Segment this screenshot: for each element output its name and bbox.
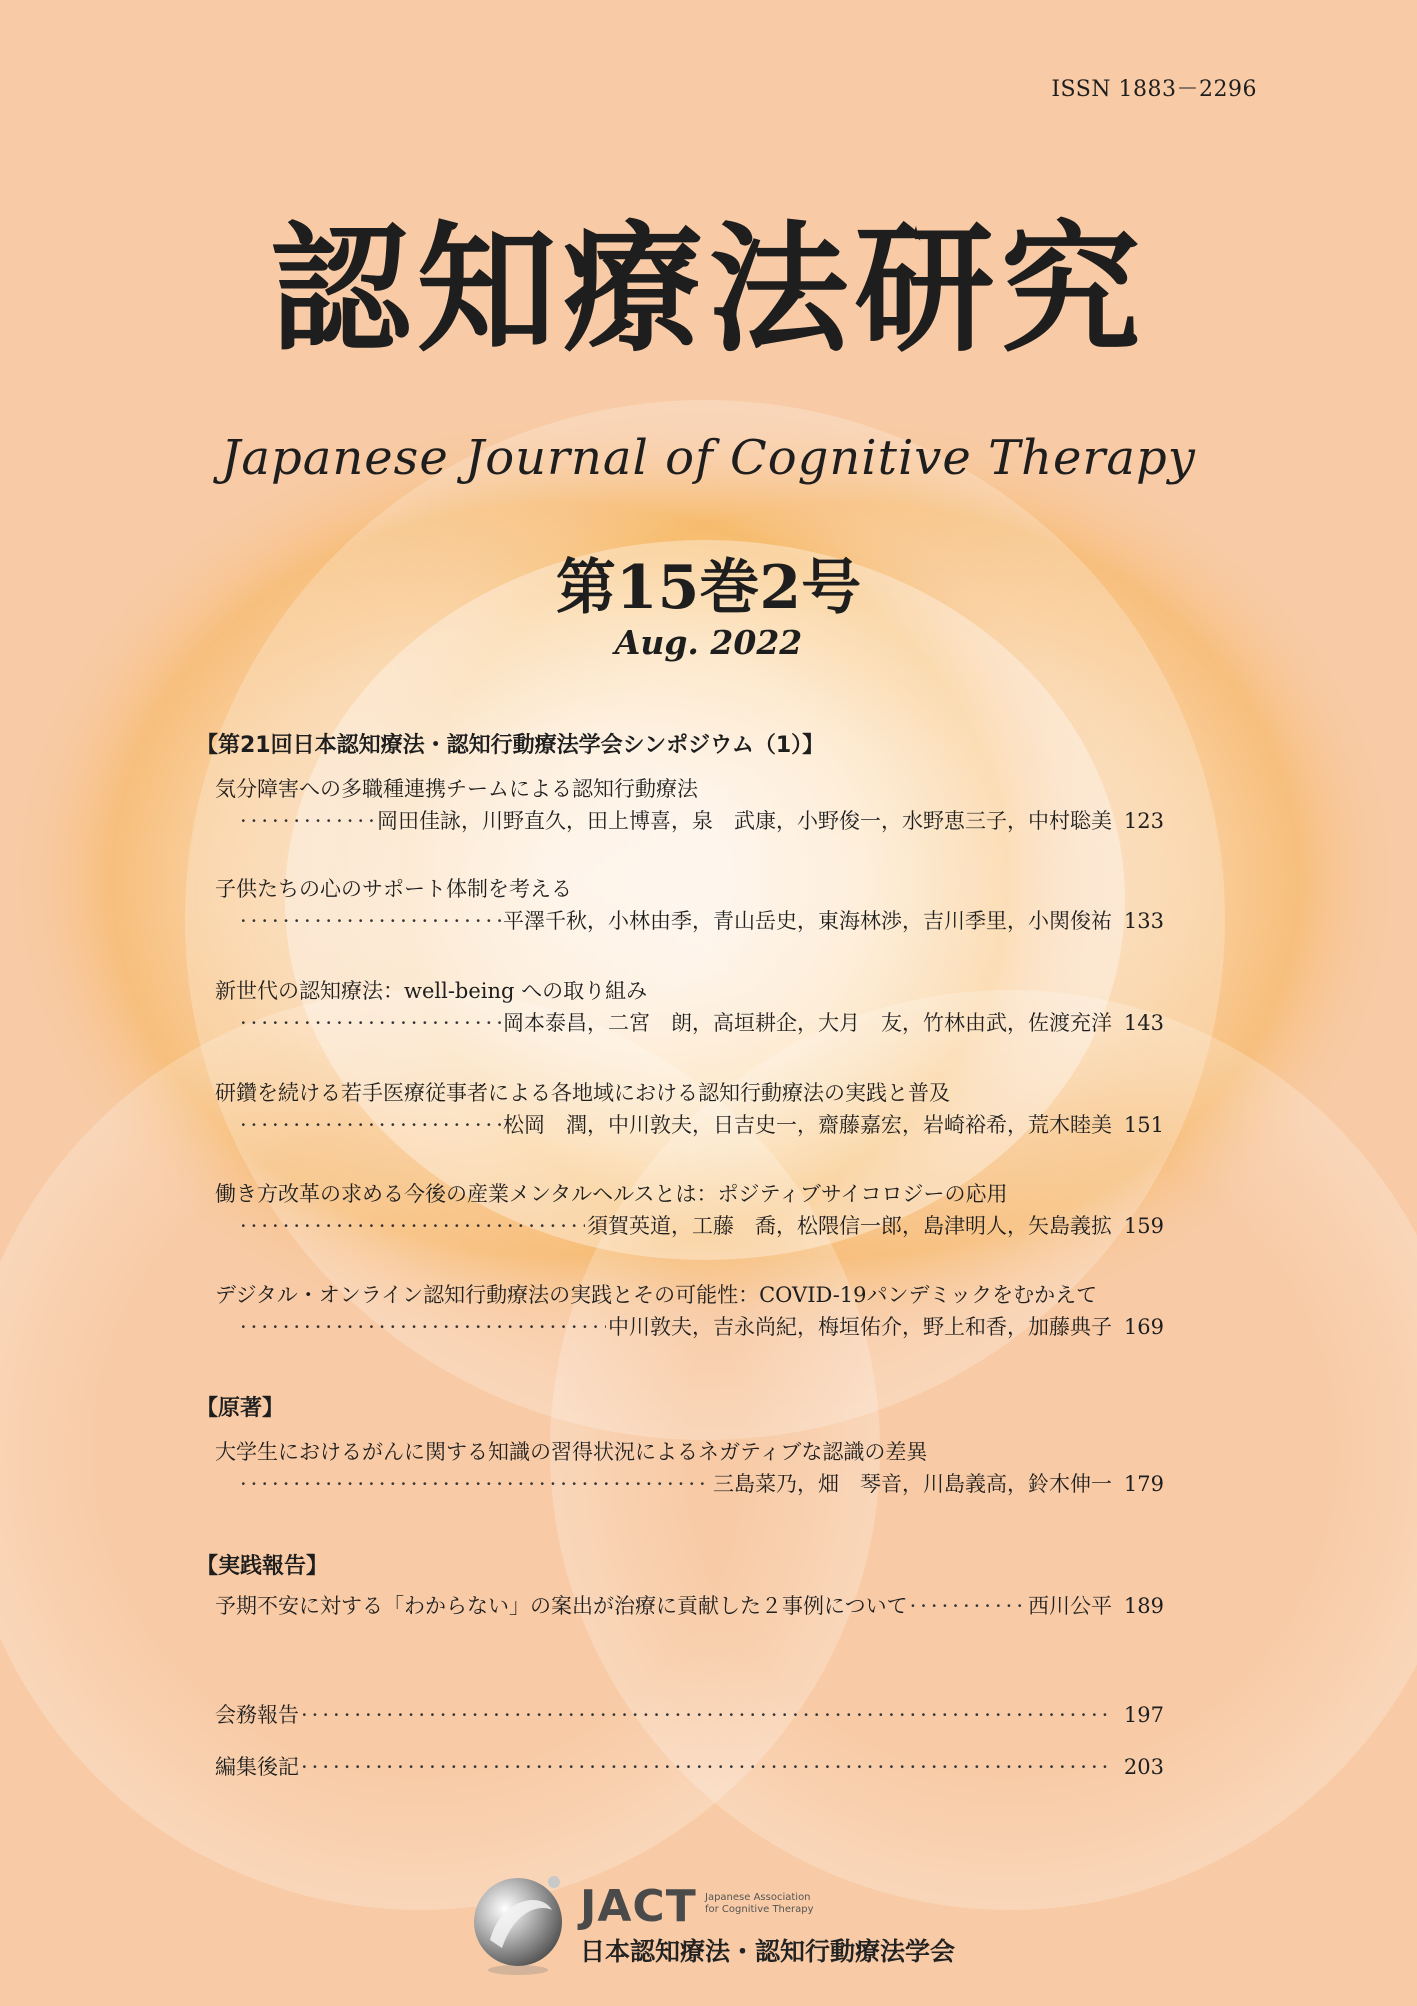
practice-report-row[interactable] (215, 1590, 1164, 1620)
article-title[interactable]: 大学生におけるがんに関する知識の習得状況によるネガティブな認識の差異 (215, 1440, 928, 1464)
society-report-row[interactable] (215, 1699, 1164, 1729)
leader-dots (240, 1113, 501, 1137)
leader-dots (240, 1011, 501, 1035)
article-page: 159 (1123, 1214, 1164, 1238)
article-authors-row (240, 1109, 1164, 1139)
article-authors: 岡本泰昌，二宮 朗，高垣耕企，大月 友，竹林由武，佐渡充洋 (503, 1011, 1112, 1035)
article-title[interactable]: 子供たちの心のサポート体制を考える (215, 877, 572, 901)
issue-date: Aug. 2022 (614, 623, 803, 662)
publisher-acronym: JACT (580, 1881, 697, 1932)
publisher-name-jp: 日本認知療法・認知行動療法学会 (580, 1937, 956, 1966)
article-authors: 松岡 潤，中川敦夫，日吉史一，齋藤嘉宏，岩崎裕希，荒木睦美 (503, 1113, 1112, 1137)
leader-dots (240, 809, 375, 833)
article-authors: 須賀英道，工藤 喬，松隈信一郎，島津明人，矢島義拡 (587, 1214, 1112, 1238)
article-page: 143 (1123, 1011, 1164, 1035)
article-authors-row (240, 905, 1164, 935)
article-page: 123 (1123, 809, 1164, 833)
article-authors: 平澤千秋，小林由季，青山岳史，東海林渉，吉川季里，小関俊祐 (503, 909, 1112, 933)
article-title[interactable]: 新世代の認知療法：well-being への取り組み (215, 979, 648, 1003)
leader-dots (301, 1755, 1110, 1779)
article-page: 179 (1123, 1472, 1164, 1496)
editorial-note-label[interactable]: 編集後記 (215, 1755, 299, 1779)
leader-dots (240, 909, 501, 933)
article-page: 151 (1123, 1113, 1164, 1137)
section-heading-symposium: 【第21回日本認知療法・認知行動療法学会シンポジウム（1）】 (196, 733, 825, 758)
article-authors-row (240, 805, 1164, 835)
article-authors: 岡田佳詠，川野直久，田上博喜，泉 武康，小野俊一，水野恵三子，中村聡美 (377, 809, 1112, 833)
article-page: 169 (1123, 1315, 1164, 1339)
leader-dots (240, 1472, 711, 1496)
volume-issue: 第15巻2号 (555, 553, 862, 623)
article-title[interactable]: 働き方改革の求める今後の産業メンタルヘルスとは：ポジティブサイコロジーの応用 (215, 1182, 1008, 1206)
article-authors-row (240, 1311, 1164, 1341)
leader-dots (240, 1315, 606, 1339)
society-report-page: 197 (1123, 1703, 1164, 1727)
article-authors: 西川公平 (1028, 1594, 1112, 1618)
article-page: 133 (1123, 909, 1164, 933)
article-authors-row (240, 1007, 1164, 1037)
journal-title-en: Japanese Journal of Cognitive Therapy (221, 430, 1196, 486)
leader-dots (301, 1703, 1110, 1727)
article-authors: 中川敦夫，吉永尚紀，梅垣佑介，野上和香，加藤典子 (608, 1315, 1112, 1339)
article-authors-row (240, 1468, 1164, 1498)
issn: ISSN 1883－2296 (1051, 77, 1257, 102)
leader-dots (910, 1594, 1026, 1618)
leader-dots (240, 1214, 585, 1238)
article-title[interactable]: 気分障害への多職種連携チームによる認知行動療法 (215, 777, 698, 801)
article-title[interactable]: デジタル・オンライン認知行動療法の実践とその可能性：COVID-19パンデミックをむかえて (215, 1283, 1098, 1307)
article-authors-row (240, 1210, 1164, 1240)
article-title[interactable]: 研鑽を続ける若手医療従事者による各地域における認知行動療法の実践と普及 (215, 1081, 950, 1105)
article-title[interactable]: 予期不安に対する「わからない」の案出が治療に貢献した２事例について (215, 1594, 908, 1618)
article-page: 189 (1123, 1594, 1164, 1618)
publisher-name-en: Japanese Association for Cognitive Therapy (705, 1892, 814, 1915)
journal-title-jp: 認知療法研究 (270, 208, 1147, 372)
editorial-note-row[interactable] (215, 1751, 1164, 1781)
society-report-label[interactable]: 会務報告 (215, 1703, 299, 1727)
section-heading-practice: 【実践報告】 (196, 1554, 329, 1579)
section-heading-original: 【原著】 (196, 1396, 285, 1421)
editorial-note-page: 203 (1123, 1755, 1164, 1779)
article-authors: 三島菜乃，畑 琴音，川島義高，鈴木伸一 (713, 1472, 1112, 1496)
